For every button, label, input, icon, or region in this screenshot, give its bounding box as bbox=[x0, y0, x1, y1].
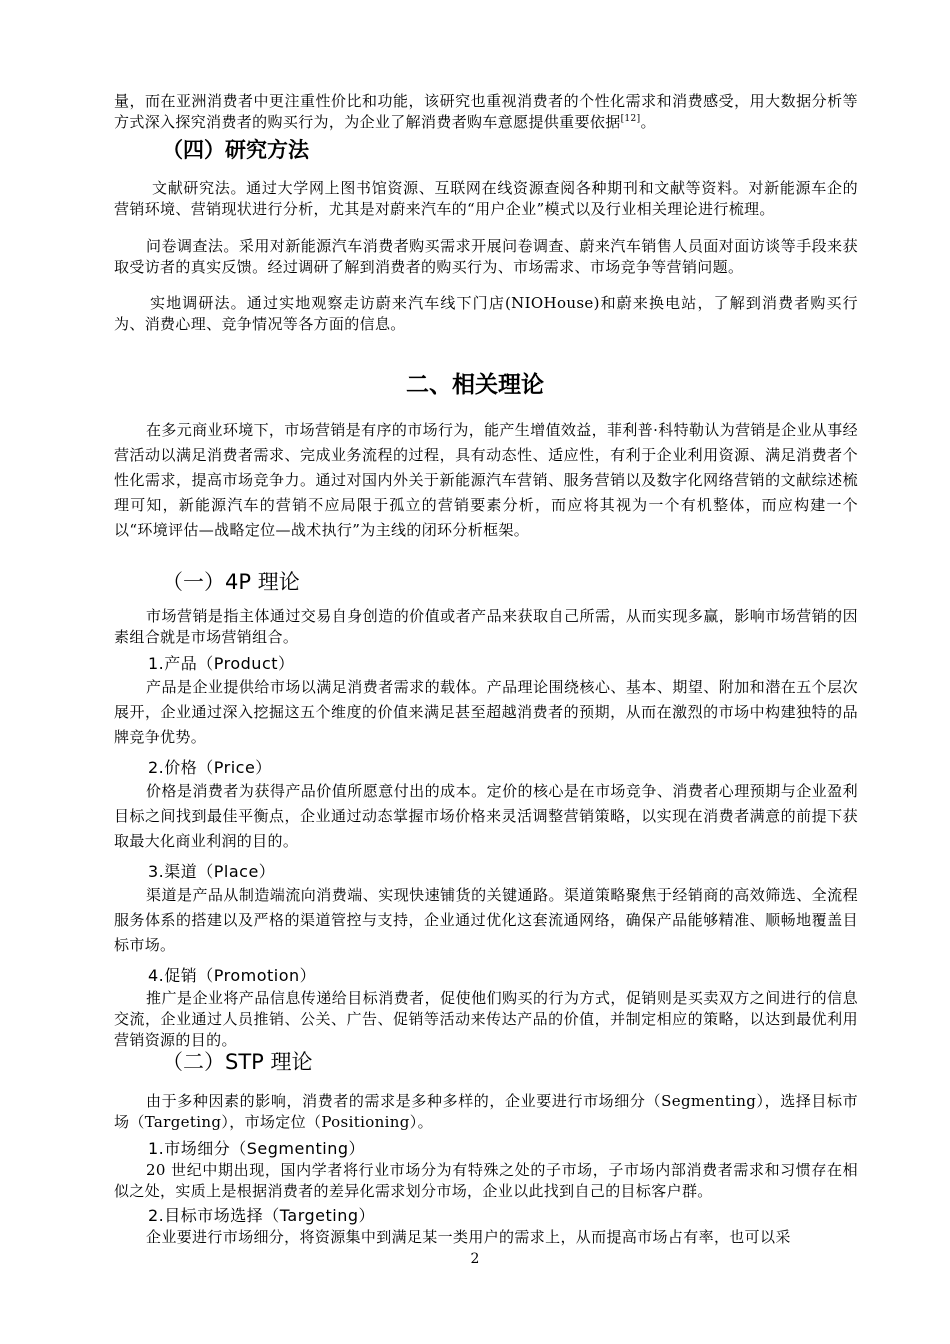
subheading-promotion: 4.促销（Promotion） bbox=[148, 966, 317, 985]
subheading-product: 1.产品（Product） bbox=[148, 654, 295, 673]
chapter-intro: 在多元商业环境下，市场营销是有序的市场行为，能产生增值效益，菲利普·科特勒认为营销是企业从事经营活动以满足消费者需求、完成业务流程的过程，具有动态性、适应性，有利于企业利用资源、满足消费者个性化需求，提高市场竞争力。通过对国内外关于新能源汽车营销、服务营销以及数字化网络营销的文献综述梳理可知，新能源汽车的营销不应局限于孤立的营销要素分析，而应将其视为一个有机整体，而应构建一个以“环境评估—战略定位—战术执行”为主线的闭环分析框架。 bbox=[114, 421, 858, 539]
fourp-intro: 市场营销是指主体通过交易自身创造的价值或者产品来获取自己所需，从而实现多赢，影响市场营销的因素组合就是市场营销组合。 bbox=[114, 607, 858, 646]
methods-paragraph-2: 问卷调查法。采用对新能源汽车消费者购买需求开展问卷调查、蔚来汽车销售人员面对面访谈等手段来获取受访者的真实反馈。经过调研了解到消费者的购买行为、市场需求、市场竞争等营销问题。 bbox=[114, 237, 858, 276]
section-heading-4p: （一）4P 理论 bbox=[162, 570, 300, 594]
promotion-paragraph: 推广是企业将产品信息传递给目标消费者，促使他们购买的行为方式，促销则是买卖双方之间进行的信息交流，企业通过人员推销、公关、广告、促销等活动来传达产品的价值，并制定相应的策略，以达到最优利用营销资源的目的。 bbox=[114, 989, 858, 1049]
segmenting-paragraph: 20 世纪中期出现，国内学者将行业市场分为有特殊之处的子市场，子市场内部消费者需求和习惯存在相似之处，实质上是根据消费者的差异化需求划分市场，企业以此找到自己的目标客户群。 bbox=[114, 1161, 858, 1200]
methods-paragraph-3: 实地调研法。通过实地观察走访蔚来汽车线下门店(NIOHouse)和蔚来换电站，了解到消费者购买行为、消费心理、竞争情况等各方面的信息。 bbox=[114, 294, 858, 333]
targeting-paragraph: 企业要进行市场细分，将资源集中到满足某一类用户的需求上，从而提高市场占有率，也可以采 bbox=[146, 1228, 791, 1246]
chapter-heading: 二、相关理论 bbox=[406, 372, 544, 398]
intro-paragraph bbox=[114, 91, 858, 133]
price-paragraph: 价格是消费者为获得产品价值所愿意付出的成本。定价的核心是在市场竞争、消费者心理预期与企业盈利目标之间找到最佳平衡点，企业通过动态掌握市场价格来灵活调整营销策略，以实现在消费者满意的前提下获取最大化商业利润的目的。 bbox=[114, 782, 858, 850]
subheading-place: 3.渠道（Place） bbox=[148, 862, 276, 881]
subheading-segmenting: 1.市场细分（Segmenting） bbox=[148, 1139, 366, 1158]
intro-text: 量，而在亚洲消费者中更注重性价比和功能，该研究也重视消费者的个性化需求和消费感受，用大数据分析等方式深入探究消费者的购买行为，为企业了解消费者购车意愿提供重要依据 bbox=[114, 92, 858, 131]
product-paragraph: 产品是企业提供给市场以满足消费者需求的载体。产品理论围绕核心、基本、期望、附加和潜在五个层次展开，企业通过深入挖掘这五个维度的价值来满足甚至超越消费者的预期，从而在激烈的市场中构建独特的品牌竞争优势。 bbox=[114, 678, 858, 746]
methods-paragraph-1: 文献研究法。通过大学网上图书馆资源、互联网在线资源查阅各种期刊和文献等资料。对新能源车企的营销环境、营销现状进行分析，尤其是对蔚来汽车的“用户企业”模式以及行业相关理论进行梳理。 bbox=[114, 179, 858, 218]
page-number: 2 bbox=[470, 1251, 480, 1267]
section-heading-stp: （二）STP 理论 bbox=[162, 1050, 313, 1074]
place-paragraph: 渠道是产品从制造端流向消费端、实现快速铺货的关键通路。渠道策略聚焦于经销商的高效筛选、全流程服务体系的搭建以及严格的渠道管控与支持，企业通过优化这套流通网络，确保产品能够精准、顺畅地覆盖目标市场。 bbox=[114, 886, 858, 954]
intro-end: 。 bbox=[640, 113, 656, 131]
subheading-targeting: 2.目标市场选择（Targeting） bbox=[148, 1206, 376, 1225]
subheading-price: 2.价格（Price） bbox=[148, 758, 272, 777]
section-heading-methods: （四）研究方法 bbox=[162, 138, 309, 162]
citation-ref: [12] bbox=[620, 114, 641, 124]
stp-intro: 由于多种因素的影响，消费者的需求是多种多样的，企业要进行市场细分（Segmenting），选择目标市场（Targeting），市场定位（Positioning）。 bbox=[114, 1092, 858, 1131]
